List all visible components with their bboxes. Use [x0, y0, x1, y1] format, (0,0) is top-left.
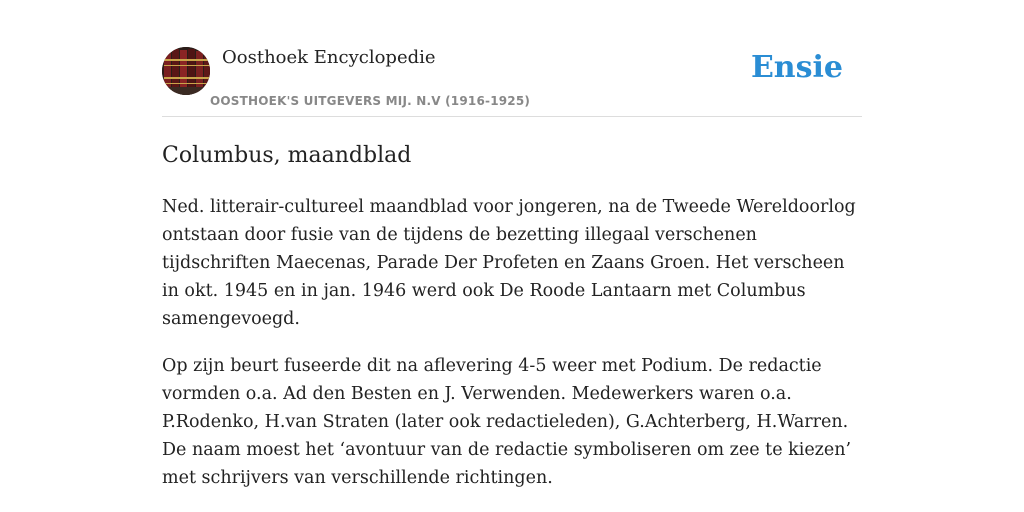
ensie-logo[interactable]: Ensie: [750, 50, 843, 85]
book-spines-icon: [162, 47, 210, 95]
article-paragraph-2: Op zijn beurt fuseerde dit na aflevering 4-5 weer met Podium. De redactie vormden o.a. Ad den Besten en J. Verwenden. Medewerkers waren o.a. P.Rodenko, H.van Straten (later ook redactieleden), G.Achterberg, H.Warren. De naam moest het ‘avontuur van de redactie symboliseren om zee te kiezen’ met schrijvers van verschillende richtingen.: [162, 356, 852, 488]
source-header: [162, 44, 862, 117]
publisher-label: OOSTHOEK'S UITGEVERS MIJ. N.V (1916-1925): [210, 94, 531, 108]
article-paragraph-1: Ned. litterair-cultureel maandblad voor jongeren, na de Tweede Wereldoorlog ontstaan door fusie van de tijdens de bezetting illegaal verschenen tijdschriften Maecenas, Parade Der Profeten en Zaans Groen. Het verscheen in okt. 1945 en in jan. 1946 werd ook De Roode Lantaarn met Columbus samengevoegd.: [162, 197, 856, 329]
source-avatar[interactable]: [162, 47, 210, 95]
article-title: Columbus, maandblad: [162, 143, 412, 168]
article-card: [162, 44, 862, 492]
source-title[interactable]: Oosthoek Encyclopedie: [222, 47, 436, 68]
